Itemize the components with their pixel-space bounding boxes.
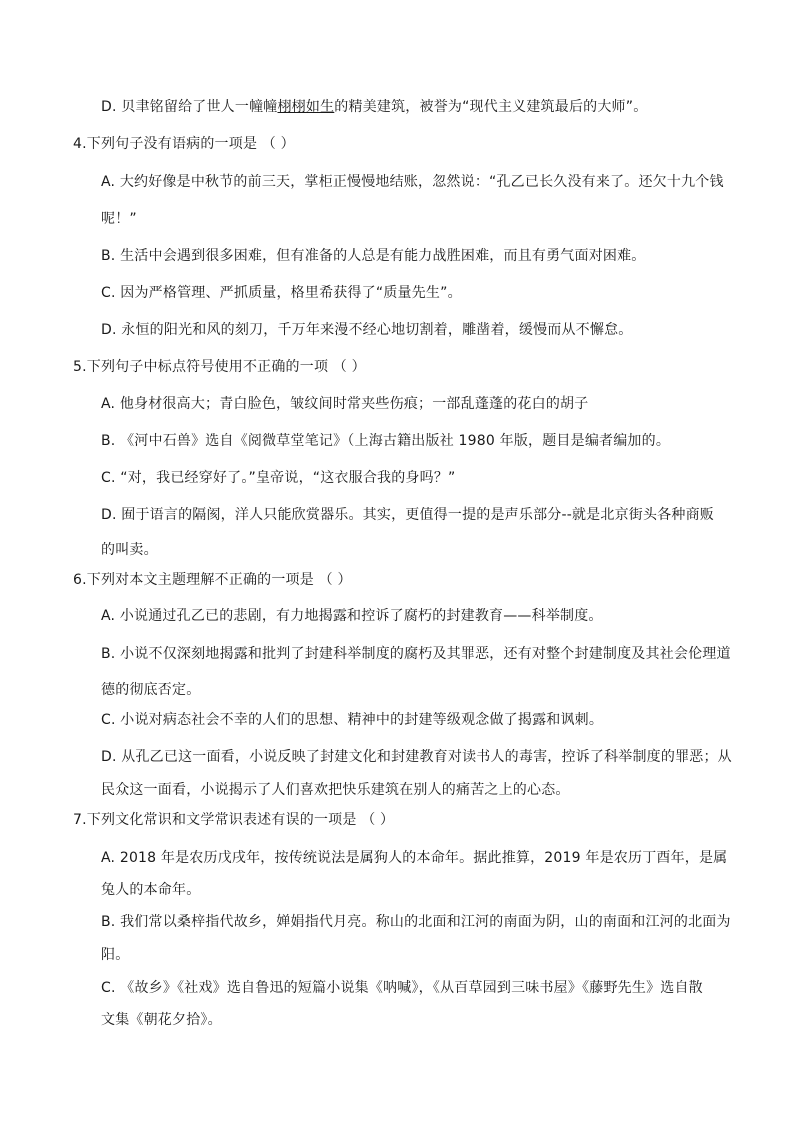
option-text: 的精美建筑，被誉为“现代主义建筑最后的大师”。 bbox=[334, 99, 648, 115]
option-4d: D. 永恒的阳光和风的刻刀，千万年来漫不经心地切割着，雕凿着，缓慢而从不懈怠。 bbox=[101, 322, 633, 338]
option-4a-cont: 呢！” bbox=[101, 211, 137, 227]
question-4: 4.下列句子没有语病的一项是 （ ） bbox=[73, 136, 295, 152]
option-text: D. 贝聿铭留给了世人一幢幢 bbox=[101, 99, 278, 115]
option-4c: C. 因为严格管理、严抓质量，格里希获得了“质量先生”。 bbox=[101, 285, 462, 301]
option-7a: A. 2018 年是农历戊戌年，按传统说法是属狗人的本命年。据此推算，2019 年是农历丁酉年，是属 bbox=[101, 850, 728, 866]
option-6c: C. 小说对病态社会不幸的人们的思想、精神中的封建等级观念做了揭露和讽刺。 bbox=[101, 712, 604, 728]
option-6d-cont: 民众这一面看，小说揭示了人们喜欢把快乐建筑在别人的痛苦之上的心态。 bbox=[101, 782, 570, 798]
option-5d: D. 囿于语言的隔阂，洋人只能欣赏器乐。其实，更值得一提的是声乐部分--就是北京街头各种商贩 bbox=[101, 507, 714, 523]
option-3d bbox=[101, 98, 647, 116]
option-7c-cont: 文集《朝花夕拾》。 bbox=[101, 1012, 222, 1028]
option-6d: D. 从孔乙已这一面看，小说反映了封建文化和封建教育对读书人的毒害，控诉了科举制度的罪恶；从 bbox=[101, 749, 732, 765]
option-4b: B. 生活中会遇到很多困难，但有准备的人总是有能力战胜困难，而且有勇气面对困难。 bbox=[101, 248, 646, 264]
option-5c: C. “对，我已经穿好了。”皇帝说，“这衣服合我的身吗？” bbox=[101, 470, 456, 486]
option-5a: A. 他身材很高大；青白脸色，皱纹间时常夹些伤痕；一部乱蓬蓬的花白的胡子 bbox=[101, 396, 589, 412]
option-7a-cont: 兔人的本命年。 bbox=[101, 882, 201, 898]
option-6b: B. 小说不仅深刻地揭露和批判了封建科举制度的腐朽及其罪恶，还有对整个封建制度及其社会伦理道 bbox=[101, 646, 731, 662]
question-7: 7.下列文化常识和文学常识表述有误的一项是 （ ） bbox=[73, 812, 395, 828]
option-6b-cont: 德的彻底否定。 bbox=[101, 682, 201, 698]
question-5: 5.下列句子中标点符号使用不正确的一项 （ ） bbox=[73, 359, 366, 375]
option-6a: A. 小说通过孔乙已的悲剧，有力地揭露和控诉了腐朽的封建教育——科举制度。 bbox=[101, 608, 603, 624]
question-6: 6.下列对本文主题理解不正确的一项是 （ ） bbox=[73, 572, 352, 588]
option-5d-cont: 的叫卖。 bbox=[101, 542, 158, 558]
option-7b: B. 我们常以桑梓指代故乡，婵娟指代月亮。称山的北面和江河的南面为阴，山的南面和江河的北面为 bbox=[101, 914, 731, 930]
option-4a: A. 大约好像是中秋节的前三天，掌柜正慢慢地结账，忽然说：“孔乙已长久没有来了。还欠十九个钱 bbox=[101, 174, 724, 190]
option-7b-cont: 阳。 bbox=[101, 947, 130, 963]
option-7c: C. 《故乡》《社戏》选自鲁迅的短篇小说集《呐喊》，《从百草园到三味书屋》《藤野先生》选自散 bbox=[101, 980, 703, 996]
option-5b: B. 《河中石兽》选自《阅微草堂笔记》（上海古籍出版社 1980 年版，题目是编者编加的。 bbox=[101, 433, 671, 449]
underlined-word: 栩栩如生 bbox=[277, 99, 335, 115]
